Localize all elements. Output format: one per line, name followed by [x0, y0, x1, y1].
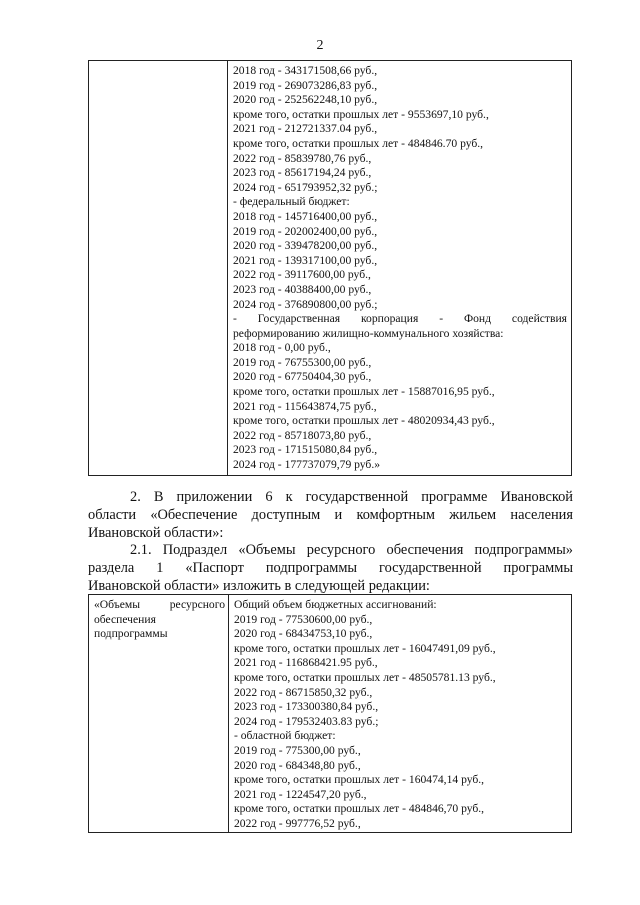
funding-line: 2024 год - 376890800,00 руб.;	[233, 297, 378, 311]
funding-line: 2022 год - 39117600,00 руб.,	[233, 268, 371, 282]
row-label-line: подпрограммы	[94, 627, 168, 641]
funding-line: 2019 год - 76755300,00 руб.,	[233, 355, 372, 369]
funding-line: кроме того, остатки прошлых лет - 16047491,09 руб.,	[234, 641, 496, 655]
funding-line: 2020 год - 684348,80 руб.,	[234, 758, 361, 772]
funding-line: 2019 год - 775300,00 руб.,	[234, 743, 361, 757]
funding-line: 2021 год - 1224547,20 руб.,	[234, 787, 367, 801]
funding-line: кроме того, остатки прошлых лет - 160474,14 руб.,	[234, 773, 485, 787]
funding-line: 2023 год - 85617194,24 руб.,	[233, 166, 372, 180]
funding-line: кроме того, остатки прошлых лет - 484846,70 руб.,	[234, 802, 485, 816]
funding-line: - областной бюджет:	[234, 729, 336, 743]
table2-right-cell	[229, 595, 572, 833]
funding-line: - Государственная корпорация - Фонд содействия	[233, 312, 567, 326]
funding-line: реформированию жилищно-коммунального хозяйства:	[233, 326, 504, 340]
funding-line: 2024 год - 651793952,32 руб.;	[233, 180, 378, 194]
paragraph-amendment-2	[88, 489, 573, 542]
subprogram-funding-table	[88, 594, 572, 833]
funding-line: 2020 год - 67750404,30 руб.,	[233, 370, 372, 384]
funding-line: - федеральный бюджет:	[233, 195, 350, 209]
funding-line: 2024 год - 179532403.83 руб.;	[234, 714, 379, 728]
funding-line: 2019 год - 202002400,00 руб.,	[233, 224, 378, 238]
funding-line: кроме того, остатки прошлых лет - 48020934,43 руб.,	[233, 414, 495, 428]
funding-line: 2021 год - 139317100,00 руб.,	[233, 253, 378, 267]
funding-line: 2022 год - 85839780,76 руб.,	[233, 151, 372, 165]
row-label-line: обеспечения	[94, 612, 156, 626]
funding-line: 2018 год - 0,00 руб.,	[233, 341, 331, 355]
table1-right-cell	[228, 61, 572, 476]
funding-line: 2020 год - 339478200,00 руб.,	[233, 239, 378, 253]
paragraph-line: 2. В приложении 6 к государственной программе Ивановской	[130, 489, 573, 505]
page-number: 2	[316, 38, 324, 53]
funding-line: 2024 год - 177737079,79 руб.»	[233, 458, 381, 472]
funding-line: 2020 год - 252562248,10 руб.,	[233, 93, 378, 107]
funding-line: 2022 год - 85718073,80 руб.,	[233, 428, 372, 442]
paragraph-line: 2.1. Подраздел «Объемы ресурсного обеспечения подпрограммы»	[130, 542, 573, 558]
funding-line: 2021 год - 116868421.95 руб.,	[234, 656, 378, 670]
funding-line: 2019 год - 77530600,00 руб.,	[234, 612, 373, 626]
funding-line: 2023 год - 40388400,00 руб.,	[233, 282, 372, 296]
funding-line: 2020 год - 68434753,10 руб.,	[234, 627, 373, 641]
paragraph-amendment-2-1	[88, 542, 573, 595]
row-label-line: «Объемы ресурсного	[94, 598, 225, 611]
funding-line: 2022 год - 86715850,32 руб.,	[234, 685, 373, 699]
paragraph-line: области «Обеспечение доступным и комфортным жильем населения	[88, 506, 573, 523]
paragraph-line: Ивановской области»:	[88, 524, 224, 541]
funding-line: кроме того, остатки прошлых лет - 15887016,95 руб.,	[233, 385, 495, 399]
funding-line: кроме того, остатки прошлых лет - 484846.70 руб.,	[233, 136, 484, 150]
funding-line: 2018 год - 145716400,00 руб.,	[233, 209, 378, 223]
funding-line: 2019 год - 269073286,83 руб.,	[233, 78, 378, 92]
paragraph-line: раздела 1 «Паспорт подпрограммы государственной программы	[88, 559, 573, 576]
funding-line: 2023 год - 173300380,84 руб.,	[234, 700, 379, 714]
paragraph-line: Ивановской области» изложить в следующей редакции:	[88, 577, 430, 594]
funding-line: 2023 год - 171515080,84 руб.,	[233, 443, 378, 457]
funding-table-continuation	[88, 60, 572, 476]
funding-line: 2021 год - 212721337.04 руб.,	[233, 122, 378, 136]
funding-line: Общий объем бюджетных ассигнований:	[234, 598, 437, 611]
table2-left-cell	[89, 595, 229, 833]
table1-left-cell	[89, 61, 228, 476]
funding-line: 2021 год - 115643874,75 руб.,	[233, 399, 377, 413]
funding-line: кроме того, остатки прошлых лет - 9553697,10 руб.,	[233, 107, 489, 121]
funding-line: 2018 год - 343171508,66 руб.,	[233, 64, 378, 77]
funding-line: 2022 год - 997776,52 руб.,	[234, 816, 361, 830]
funding-line: кроме того, остатки прошлых лет - 48505781.13 руб.,	[234, 670, 496, 684]
